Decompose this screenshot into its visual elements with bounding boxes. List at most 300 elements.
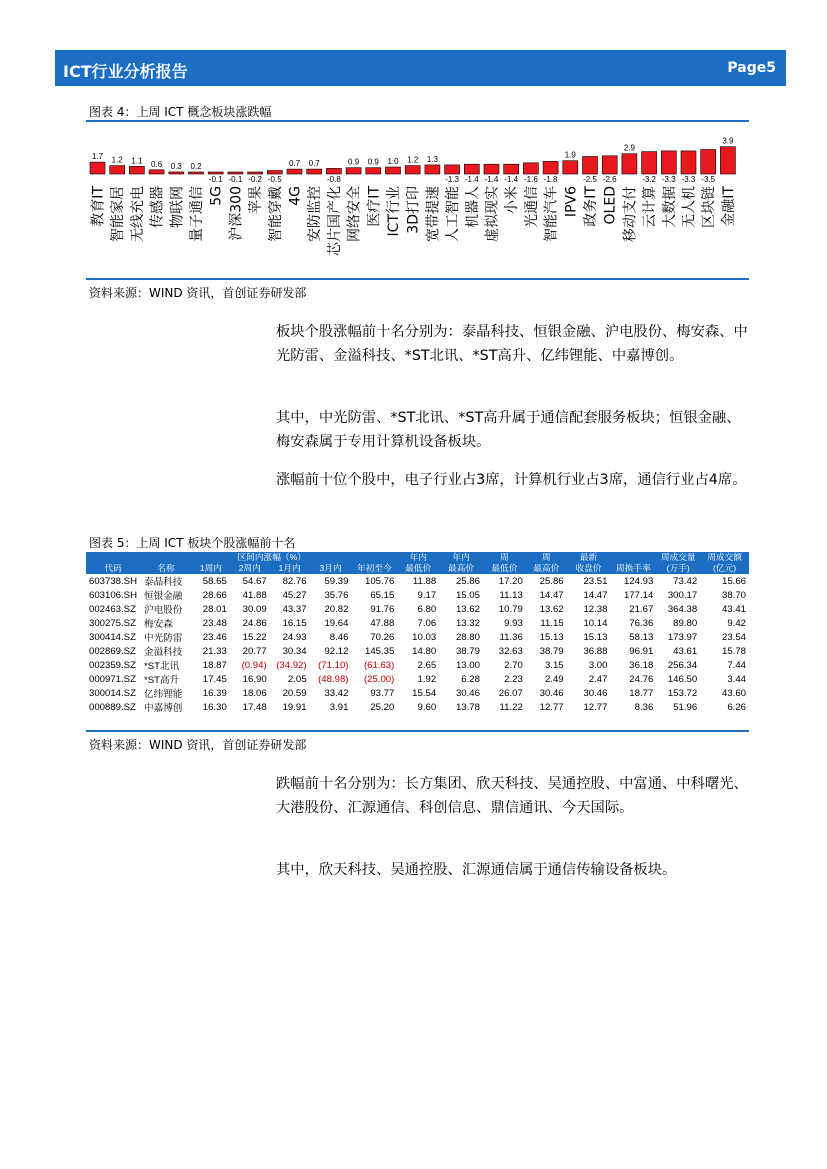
table-cell: 11.13 (499, 589, 523, 601)
bar-value-label-3: 0.6 (151, 159, 163, 169)
bar-27 (622, 154, 637, 174)
header-amt-1: 周成交额 (700, 552, 749, 563)
table-cell: 43.60 (721, 687, 746, 699)
table-cell: 26.07 (498, 687, 523, 699)
figure5-table-body (86, 574, 749, 714)
category-label-7: 沪深300 (228, 186, 245, 241)
bar-13 (346, 168, 361, 174)
bar-value-label-23: -1.8 (543, 175, 558, 184)
table-cell: 6.80 (417, 603, 437, 615)
table-cell: 30.46 (583, 687, 608, 699)
bar-12 (326, 168, 341, 174)
table-cell: 11.36 (499, 631, 523, 643)
table-cell: 2.49 (544, 673, 564, 685)
table-cell: 000889.SZ (89, 701, 136, 713)
bar-6 (208, 172, 223, 174)
figure4-bottom-rule (86, 278, 749, 280)
table-cell: 20.77 (242, 645, 267, 657)
table-cell: 28.80 (455, 631, 480, 643)
table-cell: 256.34 (667, 659, 698, 671)
table-cell: 15.05 (455, 589, 480, 601)
table-cell: 25.86 (455, 575, 480, 587)
figure5-bottom-rule (86, 730, 749, 732)
table-cell: 13.00 (455, 659, 480, 671)
bar-value-label-1: 1.2 (111, 155, 123, 165)
category-label-17: 宽带提速 (425, 186, 442, 242)
category-label-8: 苹果 (248, 186, 265, 214)
table-cell: 中嘉博创 (144, 703, 183, 714)
table-cell: 金溢科技 (144, 647, 183, 658)
table-cell: 23.51 (583, 575, 608, 587)
category-label-18: 人工智能 (445, 186, 462, 242)
category-label-31: 区块链 (701, 186, 718, 228)
header-vol-1: 周成交量 (656, 552, 700, 563)
table-cell: (34.92) (276, 659, 307, 671)
bar-15 (386, 167, 401, 174)
table-cell: 23.46 (202, 631, 227, 643)
table-cell: 中光防雷 (144, 633, 183, 644)
table-cell: 13.62 (539, 603, 564, 615)
table-cell: 21.33 (202, 645, 227, 657)
table-cell: (61.63) (363, 659, 395, 671)
header-wk-low-2: 最低价 (483, 563, 526, 574)
table-cell: 12.38 (583, 603, 608, 615)
table-cell: 11.22 (499, 701, 523, 713)
table-cell: 51.96 (673, 701, 698, 713)
table-cell: 7.44 (727, 659, 746, 671)
table-cell: 16.90 (242, 673, 267, 685)
category-label-26: OLED (602, 186, 619, 225)
table-cell: 603106.SH (89, 589, 138, 601)
table-cell: 146.50 (667, 673, 698, 685)
table-cell: 21.67 (629, 603, 654, 615)
figure5-source: 资料来源：WIND 资讯，首创证券研发部 (89, 738, 307, 752)
table-row (86, 672, 749, 686)
table-row (86, 616, 749, 630)
table-cell: 145.35 (365, 645, 395, 657)
bar-3 (149, 170, 164, 174)
table-cell: 91.76 (370, 603, 395, 615)
bar-value-label-12: -0.8 (327, 175, 341, 184)
table-cell: 15.22 (242, 631, 267, 643)
category-label-13: 网络安全 (346, 186, 363, 242)
table-cell: 35.76 (324, 589, 349, 601)
table-cell: 177.14 (623, 589, 654, 601)
bar-value-label-0: 1.7 (91, 152, 104, 162)
table-cell: 300014.SZ (89, 687, 136, 699)
table-cell: 25.20 (370, 701, 395, 713)
bar-30 (681, 151, 696, 174)
category-label-4: 物联网 (169, 186, 186, 228)
table-cell: 002463.SZ (89, 603, 136, 615)
bar-value-label-13: 0.9 (348, 157, 360, 167)
table-cell: 28.66 (202, 589, 227, 601)
table-cell: 梅安森 (144, 619, 173, 630)
table-cell: 38.79 (539, 645, 564, 657)
paragraph-top-losers: 跌幅前十名分别为：长方集团、欣天科技、吴通控股、中富通、中科曙光、大港股份、汇源通信、科创信息、鼎信通讯、今天国际。 (276, 776, 748, 816)
paragraph-gainer-industries: 涨幅前十位个股中，电子行业占3席，计算机行业占3席，通信行业占4席。 (276, 472, 747, 488)
group-header: 区间内涨幅（%） (192, 552, 352, 563)
table-cell: 11.15 (540, 617, 564, 629)
table-cell: 16.39 (202, 687, 227, 699)
bar-value-label-10: 0.7 (288, 159, 301, 169)
table-cell: 24.93 (282, 631, 307, 643)
table-cell: 000971.SZ (89, 673, 136, 685)
bar-26 (602, 156, 617, 174)
bar-value-label-25: -2.5 (583, 175, 597, 184)
category-label-22: 光通信 (523, 186, 540, 228)
bar-value-label-29: -3.3 (661, 175, 676, 184)
bar-25 (583, 157, 598, 175)
table-cell: 36.88 (583, 645, 608, 657)
table-cell: 14.47 (583, 589, 608, 601)
table-cell: 82.76 (282, 575, 307, 587)
figure5-title: 图表 5：上周 ICT 板块个股涨幅前十名 (89, 536, 296, 550)
table-cell: 24.86 (242, 617, 267, 629)
table-cell: 36.18 (629, 659, 654, 671)
header-1m: 1月内 (270, 563, 310, 574)
table-cell: 3.91 (329, 701, 349, 713)
table-cell: 7.06 (417, 617, 437, 629)
table-cell: 54.67 (242, 575, 267, 587)
table-cell: 76.36 (629, 617, 654, 629)
table-cell: 73.42 (673, 575, 698, 587)
header-wk-high-1: 周 (526, 552, 567, 563)
header-ytd-low-1: 年内 (397, 552, 439, 563)
bar-7 (228, 172, 243, 174)
bar-17 (425, 165, 440, 174)
bar-28 (642, 152, 657, 174)
table-cell: 3.15 (544, 659, 564, 671)
paragraph-loser-sectors: 其中，欣天科技、吴通控股、汇源通信属于通信传输设备板块。 (276, 862, 677, 878)
table-cell: 12.77 (583, 701, 608, 713)
table-cell: 6.28 (461, 673, 480, 685)
category-label-20: 虚拟现实 (484, 186, 501, 242)
table-cell: 3.44 (727, 673, 746, 685)
category-label-5: 量子通信 (189, 186, 205, 242)
table-cell: 17.45 (202, 673, 227, 685)
category-label-2: 无线充电 (129, 186, 146, 242)
figure4-bar-chart (86, 123, 749, 278)
bar-value-label-17: 1.3 (426, 154, 438, 164)
table-cell: 32.63 (498, 645, 523, 657)
bar-value-label-20: -1.4 (484, 175, 499, 184)
category-label-12: 芯片国产化 (326, 186, 343, 256)
category-label-16: 3D打印 (405, 186, 422, 234)
table-cell: 17.48 (242, 701, 267, 713)
table-cell: 105.76 (365, 575, 395, 587)
category-label-25: 政务IT (583, 186, 599, 227)
table-cell: 364.38 (667, 603, 698, 615)
bar-value-label-30: -3.3 (681, 175, 696, 184)
table-cell: 65.15 (370, 589, 395, 601)
table-cell: 24.76 (629, 673, 654, 685)
table-cell: 6.26 (727, 701, 746, 713)
table-cell: 9.17 (417, 589, 437, 601)
table-cell: 18.06 (242, 687, 267, 699)
figure4-title: 图表 4：上周 ICT 概念板块涨跌幅 (89, 105, 272, 119)
category-label-21: 小米 (504, 186, 521, 214)
table-cell: 12.77 (539, 701, 564, 713)
table-cell: 9.42 (727, 617, 746, 629)
bar-20 (484, 164, 499, 174)
table-cell: 15.54 (412, 687, 437, 699)
category-label-11: 安防监控 (307, 186, 324, 243)
table-cell: 20.82 (324, 603, 349, 615)
table-cell: 30.46 (455, 687, 480, 699)
bar-21 (504, 164, 519, 174)
bar-value-label-21: -1.4 (504, 175, 519, 184)
category-label-6: 5G (208, 186, 225, 206)
table-cell: 14.80 (412, 645, 437, 657)
bar-9 (267, 171, 282, 175)
header-code: 代码 (86, 563, 140, 574)
table-cell: 2.70 (504, 659, 523, 671)
paragraph-gainer-sectors: 其中，中光防雷、*ST北讯、*ST高升属于通信配套服务板块；恒银金融、梅安森属于专用计算机设备板块。 (276, 410, 741, 450)
table-cell: 3.00 (588, 659, 608, 671)
bar-value-label-19: -1.4 (464, 175, 479, 184)
table-cell: 10.03 (412, 631, 437, 643)
bar-11 (307, 169, 322, 174)
table-cell: 9.60 (417, 701, 437, 713)
category-label-10: 4G (287, 186, 304, 206)
table-cell: 19.64 (324, 617, 349, 629)
table-cell: 17.20 (498, 575, 523, 587)
header-1w: 1周内 (192, 563, 230, 574)
table-cell: 16.15 (282, 617, 307, 629)
table-row (86, 602, 749, 616)
bar-value-label-26: -2.6 (602, 175, 617, 184)
bar-value-label-11: 0.7 (308, 159, 320, 169)
bar-10 (287, 169, 302, 174)
table-row (86, 644, 749, 658)
table-cell: (71.10) (318, 659, 349, 671)
table-row (86, 574, 749, 588)
bar-value-label-22: -1.6 (524, 175, 538, 184)
table-cell: 20.59 (282, 687, 307, 699)
category-label-15: ICT行业 (386, 186, 402, 237)
table-cell: 23.48 (202, 617, 227, 629)
table-cell: 2.65 (417, 659, 437, 671)
table-cell: 70.26 (370, 631, 395, 643)
table-cell: 43.61 (673, 645, 698, 657)
table-cell: 58.65 (202, 575, 227, 587)
table-cell: 43.37 (282, 603, 307, 615)
bar-5 (189, 172, 204, 174)
header-turnover: 周换手率 (610, 563, 656, 574)
table-cell: 11.88 (412, 575, 437, 587)
bar-31 (701, 150, 716, 175)
table-cell: 300275.SZ (89, 617, 136, 629)
header-amt-2: (亿元) (700, 563, 749, 574)
table-cell: 33.42 (324, 687, 349, 699)
category-label-24: IPV6 (563, 186, 580, 218)
bar-4 (169, 172, 184, 174)
table-cell: 30.34 (282, 645, 307, 657)
report-title: ICT行业分析报告 (63, 62, 188, 81)
header-3m: 3月内 (310, 563, 352, 574)
table-cell: 603738.SH (89, 575, 138, 587)
table-cell: 92.12 (324, 645, 349, 657)
bar-value-label-27: 2.9 (623, 143, 635, 153)
table-cell: 300414.SZ (89, 631, 136, 643)
table-cell: (25.00) (363, 673, 395, 685)
table-cell: *ST高升 (144, 675, 180, 686)
bar-value-label-4: 0.3 (170, 161, 182, 171)
table-cell: *ST北讯 (144, 661, 180, 672)
table-cell: 38.79 (455, 645, 480, 657)
bar-value-label-31: -3.5 (701, 175, 716, 184)
figure5-table (86, 552, 749, 714)
table-cell: 13.32 (455, 617, 480, 629)
table-cell: 10.79 (498, 603, 523, 615)
table-cell: 18.87 (202, 659, 227, 671)
bar-value-label-6: -0.1 (208, 175, 223, 184)
table-cell: 15.13 (583, 631, 608, 643)
table-cell: 41.88 (242, 589, 267, 601)
table-row (86, 686, 749, 700)
bar-23 (543, 161, 558, 174)
table-cell: 47.88 (370, 617, 395, 629)
table-cell: (0.94) (241, 659, 267, 671)
bar-value-label-2: 1.1 (131, 156, 143, 166)
table-cell: 2.05 (287, 673, 307, 685)
bar-value-label-8: -0.2 (248, 175, 262, 184)
header-2w: 2周内 (230, 563, 270, 574)
table-cell: 93.77 (370, 687, 395, 699)
bar-0 (90, 162, 105, 174)
figure4-source: 资料来源：WIND 资讯，首创证券研发部 (89, 286, 307, 300)
paragraph-top-gainers: 板块个股涨幅前十名分别为：泰晶科技、恒银金融、沪电股份、梅安森、中光防雷、金溢科技、*ST北讯、*ST高升、亿纬锂能、中嘉博创。 (276, 324, 748, 364)
header-wk-low-1: 周 (483, 552, 526, 563)
category-label-28: 云计算 (642, 186, 659, 228)
category-label-29: 大数据 (661, 186, 678, 228)
table-cell: 2.47 (588, 673, 608, 685)
table-cell: 43.41 (721, 603, 746, 615)
bar-2 (129, 166, 144, 174)
header-wk-high-2: 最高价 (526, 563, 567, 574)
table-cell: 13.62 (455, 603, 480, 615)
bar-22 (523, 163, 538, 174)
figure4-top-rule (86, 120, 749, 122)
table-cell: 89.80 (673, 617, 698, 629)
bar-value-label-32: 3.9 (722, 136, 734, 146)
bar-value-label-24: 1.9 (564, 150, 576, 160)
header-ytd: 年初至今 (351, 563, 397, 574)
bar-24 (563, 161, 578, 174)
table-row (86, 588, 749, 602)
category-label-27: 移动支付 (622, 186, 639, 242)
table-cell: 124.93 (623, 575, 654, 587)
header-ytd-low-2: 最低价 (397, 563, 439, 574)
table-cell: 8.46 (329, 631, 349, 643)
table-cell: (48.98) (318, 673, 349, 685)
header-name: 名称 (140, 563, 192, 574)
header-close-2: 收盘价 (567, 563, 611, 574)
table-cell: 173.97 (667, 631, 698, 643)
category-label-1: 智能家居 (110, 186, 127, 242)
bar-32 (720, 147, 735, 174)
bar-29 (661, 151, 676, 174)
bar-value-label-5: 0.2 (190, 162, 202, 171)
header-ytd-high-2: 最高价 (439, 563, 483, 574)
table-cell: 15.66 (721, 575, 746, 587)
table-cell: 58.13 (629, 631, 654, 643)
category-label-3: 传感器 (149, 186, 166, 228)
bar-14 (366, 168, 381, 174)
header-bar (55, 50, 786, 86)
table-cell: 19.91 (282, 701, 307, 713)
header-close-1: 最新 (567, 552, 611, 563)
table-cell: 28.01 (202, 603, 227, 615)
bar-value-label-18: -1.3 (445, 175, 459, 184)
table-cell: 59.39 (324, 575, 349, 587)
category-label-19: 机器人 (464, 186, 481, 228)
table-cell: 153.72 (667, 687, 698, 699)
table-row (86, 630, 749, 644)
bar-value-label-16: 1.2 (407, 155, 419, 165)
table-cell: 23.54 (721, 631, 746, 643)
bar-1 (110, 166, 125, 174)
header-vol-2: (万手) (656, 563, 700, 574)
table-cell: 14.47 (539, 589, 564, 601)
table-cell: 15.13 (539, 631, 564, 643)
table-cell: 30.46 (539, 687, 564, 699)
table-cell: 1.92 (417, 673, 437, 685)
table-cell: 2.23 (504, 673, 523, 685)
bar-18 (445, 165, 460, 174)
table-cell: 9.93 (504, 617, 523, 629)
table-cell: 恒银金融 (144, 591, 183, 602)
table-cell: 8.36 (634, 701, 654, 713)
table-cell: 300.17 (667, 589, 698, 601)
bar-value-label-14: 0.9 (367, 157, 379, 167)
header-ytd-high-1: 年内 (439, 552, 483, 563)
bar-value-label-9: -0.5 (267, 175, 282, 184)
bar-value-label-7: -0.1 (228, 175, 243, 184)
table-cell: 10.14 (583, 617, 608, 629)
table-cell: 15.78 (721, 645, 746, 657)
table-cell: 沪电股份 (144, 605, 183, 616)
table-cell: 13.78 (455, 701, 480, 713)
table-cell: 30.09 (242, 603, 267, 615)
bar-value-label-28: -3.2 (642, 175, 656, 184)
table-cell: 45.27 (282, 589, 307, 601)
table-row (86, 658, 749, 672)
table-cell: 25.86 (539, 575, 564, 587)
table-cell: 泰晶科技 (144, 577, 183, 588)
bar-16 (405, 166, 420, 174)
page-number: Page5 (727, 60, 776, 76)
bar-value-label-15: 1.0 (387, 157, 399, 166)
category-label-14: 医疗IT (366, 186, 383, 227)
table-cell: 002359.SZ (89, 659, 136, 671)
table-cell: 96.91 (629, 645, 654, 657)
bar-19 (464, 164, 479, 174)
table-cell: 18.77 (629, 687, 654, 699)
table-row (86, 700, 749, 714)
table-cell: 002869.SZ (89, 645, 136, 657)
category-label-23: 智能汽车 (543, 185, 560, 242)
category-label-32: 金融IT (720, 186, 737, 227)
table-cell: 38.70 (721, 589, 746, 601)
category-label-30: 无人机 (681, 186, 698, 228)
table-cell: 亿纬锂能 (144, 689, 183, 700)
bar-8 (248, 172, 263, 174)
category-label-0: 教育IT (90, 186, 107, 227)
table-cell: 16.30 (202, 701, 227, 713)
category-label-9: 智能穿戴 (267, 186, 284, 242)
